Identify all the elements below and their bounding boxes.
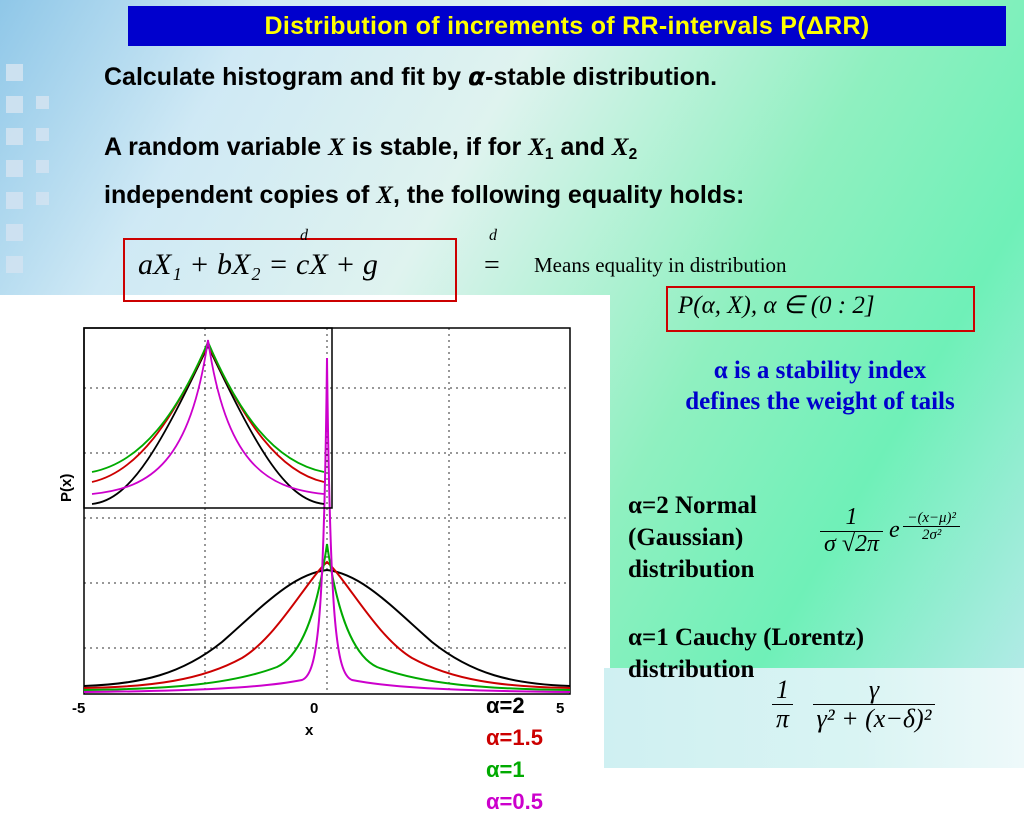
- def2-text-b: , the following equality holds:: [392, 181, 745, 209]
- def-text-b: is stable, if for: [344, 133, 529, 161]
- definition-line-2: [104, 181, 744, 210]
- normal-label-line-2: (Gaussian): [628, 524, 744, 551]
- def2-text-a: independent copies of: [104, 181, 377, 209]
- gaussian-exp-base: e: [889, 516, 900, 543]
- chart-xtick-mid: 0: [310, 700, 319, 717]
- cauchy-f1-denominator: π: [772, 704, 793, 733]
- legend-item-alpha-1-5: α=1.5: [486, 724, 543, 750]
- normal-label-line-3: distribution: [628, 556, 755, 583]
- chart-xtick-min: -5: [72, 700, 86, 717]
- cauchy-f2-denominator: γ² + (x−δ)²: [813, 704, 936, 733]
- page-title: Distribution of increments of RR-intervals P(ΔRR): [264, 11, 870, 40]
- cauchy-f2-numerator: γ: [868, 675, 880, 704]
- stability-index-note: [620, 355, 1020, 418]
- alpha-symbol: α: [467, 62, 486, 91]
- chart-x-axis-label: x: [305, 722, 314, 739]
- gaussian-numerator: 1: [845, 504, 858, 530]
- gaussian-exponent-denominator: 2σ²: [903, 526, 960, 543]
- gaussian-formula: [820, 505, 960, 558]
- variable-X1: X: [528, 134, 545, 161]
- stability-note-line-2: defines the weight of tails: [685, 388, 955, 416]
- variable-X-copy: X: [376, 182, 393, 209]
- equality-symbol: =: [484, 250, 500, 281]
- chart-svg: [62, 322, 582, 722]
- means-equality-note: Means equality in distribution: [534, 253, 787, 277]
- variable-X2-subscript: 2: [628, 145, 638, 163]
- gaussian-exponent: [903, 510, 960, 543]
- p-alpha-expression: P(α, X), α ∈ (0 : 2]: [678, 292, 875, 319]
- def-text-a: A random variable: [104, 133, 329, 161]
- stability-note-line-1: α is a stability index: [713, 357, 927, 384]
- stability-equation: aX₁ + bX₂ = cX + g: [138, 248, 378, 281]
- legend-item-alpha-0-5: α=0.5: [486, 788, 543, 814]
- gaussian-exponent-numerator: −(x−μ)²: [907, 510, 956, 527]
- chart-xtick-max: 5: [556, 700, 565, 717]
- chart-y-axis-label: P(x): [58, 473, 75, 502]
- definition-line-1: [104, 133, 637, 164]
- cauchy-f1-numerator: 1: [776, 675, 790, 704]
- cauchy-label-line-1: α=1 Cauchy (Lorentz): [628, 624, 865, 651]
- legend-item-alpha-2: α=2: [486, 693, 525, 718]
- instruction-line: [104, 62, 717, 92]
- legend-item-alpha-1: α=1: [486, 756, 525, 782]
- decorative-squares: [0, 0, 96, 300]
- distribution-chart: [58, 322, 582, 814]
- cauchy-fraction-1: [772, 676, 793, 733]
- instruction-text-a: Calculate histogram and fit by: [104, 63, 468, 91]
- equation-d-label-left: d: [300, 227, 308, 244]
- instruction-text-b: -stable distribution.: [485, 63, 718, 91]
- equation-d-label-right: d: [489, 227, 497, 244]
- slide-title-bar: [128, 6, 1006, 46]
- variable-X2: X: [611, 134, 629, 161]
- variable-X: X: [328, 134, 345, 161]
- chart-legend: [486, 690, 543, 818]
- normal-label-line-1: α=2 Normal: [628, 492, 757, 519]
- variable-X1-subscript: 1: [544, 145, 554, 163]
- gaussian-fraction: [820, 505, 883, 558]
- cauchy-fraction-2: [813, 676, 936, 733]
- cauchy-label-line-2: distribution: [628, 656, 755, 683]
- gaussian-denominator: σ √2π: [820, 531, 883, 558]
- normal-distribution-label: [628, 490, 757, 586]
- cauchy-formula: [772, 676, 935, 733]
- def-text-c: and: [553, 133, 612, 161]
